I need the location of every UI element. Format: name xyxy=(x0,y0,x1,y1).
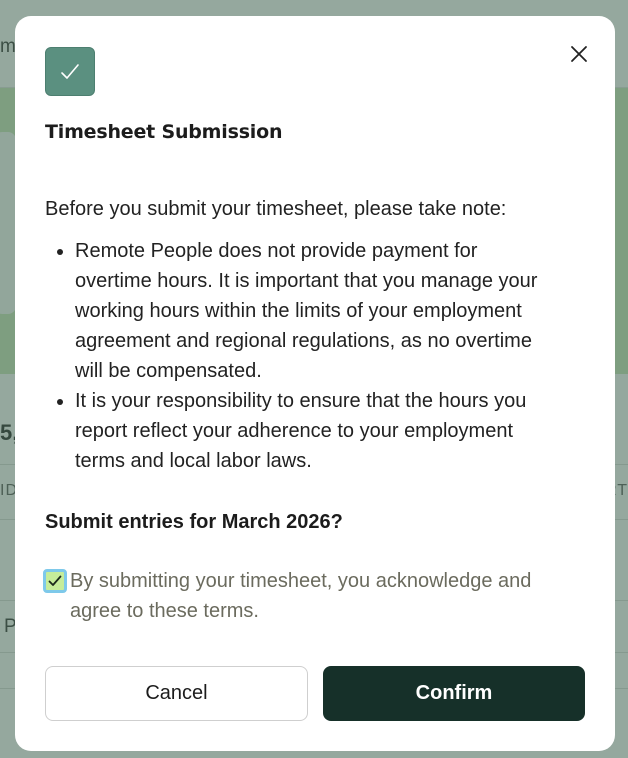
timesheet-submission-dialog xyxy=(15,16,615,751)
intro-text: Before you submit your timesheet, please take note: xyxy=(45,198,507,220)
acknowledgement-checkbox[interactable] xyxy=(43,569,67,593)
note-overtime: • Remote People does not provide payment for overtime hours. It is important that you manage your working hours within the limits of your employment agreement and regional regulations, as no overtime will be compensated. xyxy=(75,236,545,386)
notes-list xyxy=(75,236,545,476)
confirm-button[interactable]: Confirm xyxy=(323,666,585,721)
close-icon[interactable] xyxy=(567,42,591,66)
checkmark-icon xyxy=(48,575,62,587)
dialog-title: Timesheet Submission xyxy=(45,121,283,143)
acknowledgement-label[interactable]: By submitting your timesheet, you acknowledge and agree to these terms. xyxy=(70,570,532,622)
submit-question: Submit entries for March 2026? xyxy=(45,511,343,533)
note-responsibility: • It is your responsibility to ensure that the hours you report reflect your adherence to your employment terms and local labor laws. xyxy=(75,386,545,476)
check-icon xyxy=(45,47,95,96)
cancel-button[interactable]: Cancel xyxy=(45,666,308,721)
